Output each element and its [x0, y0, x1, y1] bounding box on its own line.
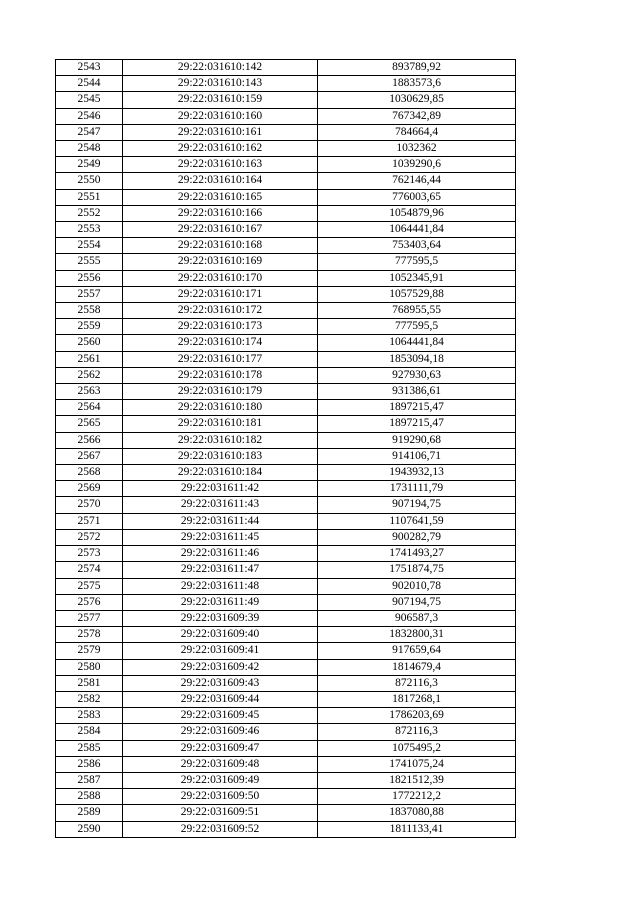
- row-number-cell: 2562: [56, 367, 123, 383]
- row-number-cell: 2558: [56, 303, 123, 319]
- value-cell: 1064441,84: [318, 222, 516, 238]
- value-cell: 1054879,96: [318, 205, 516, 221]
- value-cell: 907194,75: [318, 497, 516, 513]
- table-row: [56, 772, 516, 788]
- row-number-cell: 2551: [56, 189, 123, 205]
- cadastral-number-cell: 29:22:031610:166: [123, 205, 318, 221]
- table-row: [56, 610, 516, 626]
- row-number-cell: 2548: [56, 141, 123, 157]
- value-cell: 914106,71: [318, 448, 516, 464]
- cadastral-number-cell: 29:22:031610:168: [123, 238, 318, 254]
- cadastral-number-cell: 29:22:031610:172: [123, 303, 318, 319]
- table-row: [56, 497, 516, 513]
- table-row: [56, 465, 516, 481]
- value-cell: 931386,61: [318, 384, 516, 400]
- table-body: [56, 60, 516, 838]
- cadastral-number-cell: 29:22:031610:170: [123, 270, 318, 286]
- cadastral-number-cell: 29:22:031609:42: [123, 659, 318, 675]
- row-number-cell: 2549: [56, 157, 123, 173]
- cadastral-number-cell: 29:22:031610:181: [123, 416, 318, 432]
- row-number-cell: 2546: [56, 108, 123, 124]
- cadastral-number-cell: 29:22:031609:39: [123, 610, 318, 626]
- cadastral-number-cell: 29:22:031609:40: [123, 627, 318, 643]
- value-cell: 1064441,84: [318, 335, 516, 351]
- table-row: [56, 335, 516, 351]
- cadastral-number-cell: 29:22:031609:46: [123, 724, 318, 740]
- table-row: [56, 643, 516, 659]
- cadastral-number-cell: 29:22:031610:163: [123, 157, 318, 173]
- table-row: [56, 76, 516, 92]
- value-cell: 1032362: [318, 141, 516, 157]
- table-row: [56, 740, 516, 756]
- table-row: [56, 789, 516, 805]
- cadastral-number-cell: 29:22:031609:44: [123, 691, 318, 707]
- value-cell: 1107641,59: [318, 513, 516, 529]
- table-row: [56, 546, 516, 562]
- value-cell: 776003,65: [318, 189, 516, 205]
- table-row: [56, 821, 516, 837]
- cadastral-number-cell: 29:22:031609:51: [123, 805, 318, 821]
- row-number-cell: 2584: [56, 724, 123, 740]
- table-row: [56, 384, 516, 400]
- row-number-cell: 2581: [56, 675, 123, 691]
- value-cell: 1052345,91: [318, 270, 516, 286]
- value-cell: 872116,3: [318, 675, 516, 691]
- value-cell: 902010,78: [318, 578, 516, 594]
- table-row: [56, 124, 516, 140]
- table-row: [56, 594, 516, 610]
- cadastral-number-cell: 29:22:031611:42: [123, 481, 318, 497]
- table-row: [56, 659, 516, 675]
- row-number-cell: 2590: [56, 821, 123, 837]
- cadastral-number-cell: 29:22:031609:43: [123, 675, 318, 691]
- table-row: [56, 351, 516, 367]
- value-cell: 1853094,18: [318, 351, 516, 367]
- cadastral-number-cell: 29:22:031610:159: [123, 92, 318, 108]
- table-row: [56, 724, 516, 740]
- row-number-cell: 2570: [56, 497, 123, 513]
- cadastral-number-cell: 29:22:031610:171: [123, 286, 318, 302]
- value-cell: 768955,55: [318, 303, 516, 319]
- value-cell: 762146,44: [318, 173, 516, 189]
- value-cell: 893789,92: [318, 60, 516, 76]
- row-number-cell: 2545: [56, 92, 123, 108]
- cadastral-number-cell: 29:22:031610:179: [123, 384, 318, 400]
- cadastral-number-cell: 29:22:031611:45: [123, 529, 318, 545]
- value-cell: 777595,5: [318, 319, 516, 335]
- row-number-cell: 2553: [56, 222, 123, 238]
- row-number-cell: 2564: [56, 400, 123, 416]
- table-row: [56, 708, 516, 724]
- value-cell: 1731111,79: [318, 481, 516, 497]
- value-cell: 1832800,31: [318, 627, 516, 643]
- cadastral-number-cell: 29:22:031609:41: [123, 643, 318, 659]
- table-row: [56, 254, 516, 270]
- cadastral-number-cell: 29:22:031610:183: [123, 448, 318, 464]
- cadastral-number-cell: 29:22:031611:44: [123, 513, 318, 529]
- row-number-cell: 2543: [56, 60, 123, 76]
- row-number-cell: 2567: [56, 448, 123, 464]
- value-cell: 1751874,75: [318, 562, 516, 578]
- table-row: [56, 562, 516, 578]
- table-row: [56, 189, 516, 205]
- cadastral-number-cell: 29:22:031611:48: [123, 578, 318, 594]
- value-cell: 872116,3: [318, 724, 516, 740]
- table-row: [56, 108, 516, 124]
- cadastral-number-cell: 29:22:031610:162: [123, 141, 318, 157]
- row-number-cell: 2559: [56, 319, 123, 335]
- cadastral-number-cell: 29:22:031610:174: [123, 335, 318, 351]
- row-number-cell: 2561: [56, 351, 123, 367]
- row-number-cell: 2582: [56, 691, 123, 707]
- cadastral-number-cell: 29:22:031609:47: [123, 740, 318, 756]
- row-number-cell: 2552: [56, 205, 123, 221]
- table-row: [56, 141, 516, 157]
- table-row: [56, 222, 516, 238]
- row-number-cell: 2554: [56, 238, 123, 254]
- value-cell: 1772212,2: [318, 789, 516, 805]
- row-number-cell: 2580: [56, 659, 123, 675]
- value-cell: 1786203,69: [318, 708, 516, 724]
- value-cell: 1741075,24: [318, 756, 516, 772]
- cadastral-value-table: [55, 59, 516, 838]
- value-cell: 907194,75: [318, 594, 516, 610]
- value-cell: 906587,3: [318, 610, 516, 626]
- value-cell: 900282,79: [318, 529, 516, 545]
- cadastral-number-cell: 29:22:031611:47: [123, 562, 318, 578]
- value-cell: 917659,64: [318, 643, 516, 659]
- table-row: [56, 691, 516, 707]
- row-number-cell: 2555: [56, 254, 123, 270]
- table-row: [56, 513, 516, 529]
- value-cell: 1814679,4: [318, 659, 516, 675]
- cadastral-number-cell: 29:22:031609:45: [123, 708, 318, 724]
- row-number-cell: 2578: [56, 627, 123, 643]
- cadastral-number-cell: 29:22:031610:143: [123, 76, 318, 92]
- row-number-cell: 2569: [56, 481, 123, 497]
- table-row: [56, 270, 516, 286]
- cadastral-number-cell: 29:22:031610:173: [123, 319, 318, 335]
- cadastral-number-cell: 29:22:031610:160: [123, 108, 318, 124]
- value-cell: 1943932,13: [318, 465, 516, 481]
- table-row: [56, 578, 516, 594]
- value-cell: 1039290,6: [318, 157, 516, 173]
- row-number-cell: 2575: [56, 578, 123, 594]
- row-number-cell: 2572: [56, 529, 123, 545]
- table-row: [56, 627, 516, 643]
- value-cell: 1075495,2: [318, 740, 516, 756]
- table-row: [56, 481, 516, 497]
- value-cell: 1057529,88: [318, 286, 516, 302]
- table-row: [56, 303, 516, 319]
- cadastral-number-cell: 29:22:031609:48: [123, 756, 318, 772]
- cadastral-number-cell: 29:22:031611:46: [123, 546, 318, 562]
- cadastral-number-cell: 29:22:031610:182: [123, 432, 318, 448]
- cadastral-number-cell: 29:22:031610:142: [123, 60, 318, 76]
- value-cell: 1817268,1: [318, 691, 516, 707]
- table-row: [56, 92, 516, 108]
- row-number-cell: 2560: [56, 335, 123, 351]
- row-number-cell: 2556: [56, 270, 123, 286]
- cadastral-number-cell: 29:22:031610:178: [123, 367, 318, 383]
- table-row: [56, 675, 516, 691]
- cadastral-number-cell: 29:22:031611:43: [123, 497, 318, 513]
- value-cell: 1741493,27: [318, 546, 516, 562]
- value-cell: 784664,4: [318, 124, 516, 140]
- value-cell: 919290,68: [318, 432, 516, 448]
- table-row: [56, 286, 516, 302]
- table-row: [56, 60, 516, 76]
- cadastral-number-cell: 29:22:031610:180: [123, 400, 318, 416]
- row-number-cell: 2566: [56, 432, 123, 448]
- cadastral-number-cell: 29:22:031610:184: [123, 465, 318, 481]
- table-row: [56, 238, 516, 254]
- table-row: [56, 157, 516, 173]
- row-number-cell: 2547: [56, 124, 123, 140]
- row-number-cell: 2576: [56, 594, 123, 610]
- table-row: [56, 805, 516, 821]
- row-number-cell: 2585: [56, 740, 123, 756]
- row-number-cell: 2544: [56, 76, 123, 92]
- value-cell: 1030629,85: [318, 92, 516, 108]
- cadastral-number-cell: 29:22:031609:50: [123, 789, 318, 805]
- table-row: [56, 448, 516, 464]
- row-number-cell: 2579: [56, 643, 123, 659]
- value-cell: 1837080,88: [318, 805, 516, 821]
- value-cell: 1883573,6: [318, 76, 516, 92]
- value-cell: 1821512,39: [318, 772, 516, 788]
- value-cell: 767342,89: [318, 108, 516, 124]
- row-number-cell: 2573: [56, 546, 123, 562]
- row-number-cell: 2588: [56, 789, 123, 805]
- value-cell: 927930,63: [318, 367, 516, 383]
- row-number-cell: 2589: [56, 805, 123, 821]
- value-cell: 777595,5: [318, 254, 516, 270]
- table-row: [56, 173, 516, 189]
- row-number-cell: 2557: [56, 286, 123, 302]
- table-row: [56, 400, 516, 416]
- value-cell: 1811133,41: [318, 821, 516, 837]
- table-row: [56, 432, 516, 448]
- table-row: [56, 529, 516, 545]
- row-number-cell: 2583: [56, 708, 123, 724]
- table-row: [56, 319, 516, 335]
- table-row: [56, 416, 516, 432]
- row-number-cell: 2571: [56, 513, 123, 529]
- cadastral-number-cell: 29:22:031610:164: [123, 173, 318, 189]
- row-number-cell: 2565: [56, 416, 123, 432]
- row-number-cell: 2587: [56, 772, 123, 788]
- cadastral-number-cell: 29:22:031611:49: [123, 594, 318, 610]
- value-cell: 1897215,47: [318, 416, 516, 432]
- cadastral-number-cell: 29:22:031610:165: [123, 189, 318, 205]
- cadastral-number-cell: 29:22:031609:49: [123, 772, 318, 788]
- table-row: [56, 205, 516, 221]
- cadastral-number-cell: 29:22:031610:167: [123, 222, 318, 238]
- value-cell: 1897215,47: [318, 400, 516, 416]
- row-number-cell: 2563: [56, 384, 123, 400]
- row-number-cell: 2574: [56, 562, 123, 578]
- cadastral-number-cell: 29:22:031610:177: [123, 351, 318, 367]
- row-number-cell: 2550: [56, 173, 123, 189]
- table-row: [56, 756, 516, 772]
- cadastral-number-cell: 29:22:031609:52: [123, 821, 318, 837]
- cadastral-number-cell: 29:22:031610:161: [123, 124, 318, 140]
- row-number-cell: 2586: [56, 756, 123, 772]
- row-number-cell: 2577: [56, 610, 123, 626]
- table-row: [56, 367, 516, 383]
- value-cell: 753403,64: [318, 238, 516, 254]
- cadastral-number-cell: 29:22:031610:169: [123, 254, 318, 270]
- row-number-cell: 2568: [56, 465, 123, 481]
